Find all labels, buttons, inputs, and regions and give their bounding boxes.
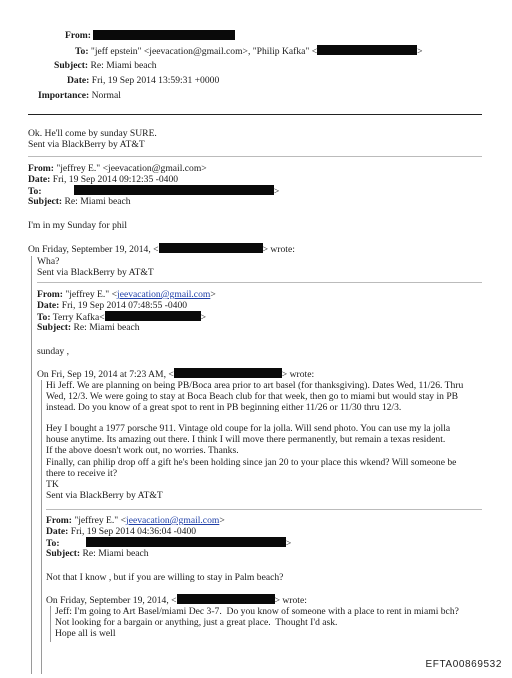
redaction-bar xyxy=(93,30,235,40)
redaction-bar xyxy=(317,45,417,55)
msg6-attribution xyxy=(46,594,307,606)
msg4-from-line xyxy=(37,289,216,300)
msg3-line1: Wha? xyxy=(37,256,60,267)
msg6-date-line xyxy=(46,526,196,537)
quote-bar-level1 xyxy=(31,256,32,674)
quote-divider xyxy=(28,156,482,157)
redaction-bar xyxy=(74,185,274,195)
header-to-label: To: xyxy=(75,46,89,57)
msg2-to-label: To: xyxy=(28,186,42,197)
quote-divider xyxy=(37,282,482,283)
msg6-to-label: To: xyxy=(46,538,60,549)
msg2-to-tail: > xyxy=(273,186,280,197)
msg2-subject-label: Subject: xyxy=(28,196,63,207)
msg4-from-label: From: xyxy=(37,289,63,300)
msg6-from-label: From: xyxy=(46,515,72,526)
quote-divider xyxy=(46,509,482,510)
msg2-date-label: Date: xyxy=(28,174,51,185)
msg5-paragraph2: Hey I bought a 1977 porsche 911. Vintage old coupe for la jolla. Will send photo. You can use my la jolla house anytime. Its amazing out there. I think I will move there permanently, but remain a texas resident. If the above doesn't work out, no worries. Thanks. Finally, can philip drop off a gift he's been holding since jan 20 to your place this wkend? Will someone be there to receive it? TK Sent via BlackBerry by AT&T xyxy=(46,423,457,502)
msg4-subject-line xyxy=(37,322,140,333)
msg6-email-link[interactable]: jeevacation@gmail.com xyxy=(126,515,220,526)
msg6-subject-label: Subject: xyxy=(46,548,81,559)
msg2-on-text: On Friday, September 19, 2014, < xyxy=(28,244,159,255)
msg2-body: I'm in my Sunday for phil xyxy=(28,220,127,231)
msg2-wrote: > wrote: xyxy=(262,244,295,255)
msg2-subject-value: Re: Miami beach xyxy=(64,196,131,207)
msg4-date-label: Date: xyxy=(37,300,60,311)
msg6-from-tail: > xyxy=(219,515,225,526)
msg4-on-text: On Fri, Sep 19, 2014 at 7:23 AM, < xyxy=(37,369,174,380)
msg4-wrote: > wrote: xyxy=(281,369,315,380)
msg6-to-tail: > xyxy=(285,538,292,549)
header-to-value: "jeff epstein" <jeevacation@gmail.com>, "Philip Kafka" < xyxy=(90,46,318,57)
header-from-label: From: xyxy=(65,30,91,41)
header-to-tail: > xyxy=(417,46,423,57)
msg4-subject-value: Re: Miami beach xyxy=(73,322,140,333)
header-date-label: Date: xyxy=(67,75,90,86)
msg6-date-label: Date: xyxy=(46,526,69,537)
msg4-subject-label: Subject: xyxy=(37,322,72,333)
redaction-bar xyxy=(105,311,201,321)
msg4-to-tail: > xyxy=(200,312,207,323)
header-importance-label: Importance: xyxy=(38,90,90,101)
quote-bar-level2 xyxy=(41,380,42,674)
msg6-subject-value: Re: Miami beach xyxy=(82,548,149,559)
msg5-paragraph1: Hi Jeff. We are planning on being PB/Boca area prior to art basel (for thanksgiving). Dates Wed, 11/26. Thru Wed, 12/3. We were going to stay at Boca Beach club for that week, then go to miami but would stay in PB instead. Do you know of a great spot to rent in PB beginning either 11/26 or 11/30 thru 12/3. xyxy=(46,380,464,414)
msg3-signature: Sent via BlackBerry by AT&T xyxy=(37,267,154,278)
redaction-bar xyxy=(177,594,275,604)
header-date-value: Fri, 19 Sep 2014 13:59:31 +0000 xyxy=(91,75,220,86)
msg2-date-line xyxy=(28,174,178,185)
msg7-text: Jeff: I'm going to Art Basel/miami Dec 3-7. Do you know of someone with a place to rent in miami bch? Not looking for a bargain or anything, just a great place. Thought I'd ask. Hope all is well xyxy=(55,606,459,640)
msg2-from-line xyxy=(28,163,207,174)
document-id: EFTA00869532 xyxy=(425,659,502,670)
msg2-from-label: From: xyxy=(28,163,54,174)
msg6-wrote: > wrote: xyxy=(274,595,307,606)
header-divider xyxy=(28,114,482,115)
msg6-on-text: On Friday, September 19, 2014, < xyxy=(46,595,177,606)
msg4-body: sunday , xyxy=(37,346,69,357)
msg6-body: Not that I know , but if you are willing to stay in Palm beach? xyxy=(46,572,284,583)
msg4-to-label: To: xyxy=(37,312,51,323)
msg2-attribution xyxy=(28,243,295,255)
redaction-bar xyxy=(174,368,282,378)
msg4-date-line xyxy=(37,300,187,311)
header-importance-value: Normal xyxy=(91,90,121,101)
msg4-attribution xyxy=(37,368,314,380)
msg2-date-value: Fri, 19 Sep 2014 09:12:35 -0400 xyxy=(52,174,179,185)
msg6-date-value: Fri, 19 Sep 2014 04:36:04 -0400 xyxy=(70,526,197,537)
msg1-signature: Sent via BlackBerry by AT&T xyxy=(28,139,145,150)
header-subject-line xyxy=(54,60,157,71)
msg4-email-link[interactable]: jeevacation@gmail.com xyxy=(117,289,211,300)
redaction-bar xyxy=(86,537,286,547)
msg6-from-line xyxy=(46,515,225,526)
msg4-from-value: "jeffrey E." < xyxy=(65,289,118,300)
msg4-date-value: Fri, 19 Sep 2014 07:48:55 -0400 xyxy=(61,300,188,311)
header-importance-line xyxy=(38,90,121,101)
msg2-from-value: "jeffrey E." <jeevacation@gmail.com> xyxy=(56,163,207,174)
redaction-bar xyxy=(159,243,263,253)
msg2-subject-line xyxy=(28,196,131,207)
header-to-line xyxy=(75,45,423,57)
header-subject-value: Re: Miami beach xyxy=(90,60,157,71)
msg4-to-value: Terry Kafka< xyxy=(52,312,105,323)
msg1-line1: Ok. He'll come by sunday SURE. xyxy=(28,128,157,139)
msg6-from-value: "jeffrey E." < xyxy=(74,515,127,526)
msg6-subject-line xyxy=(46,548,149,559)
quote-bar-level3 xyxy=(50,606,51,642)
msg4-from-tail: > xyxy=(210,289,216,300)
header-subject-label: Subject: xyxy=(54,60,89,71)
header-date-line xyxy=(67,75,219,86)
